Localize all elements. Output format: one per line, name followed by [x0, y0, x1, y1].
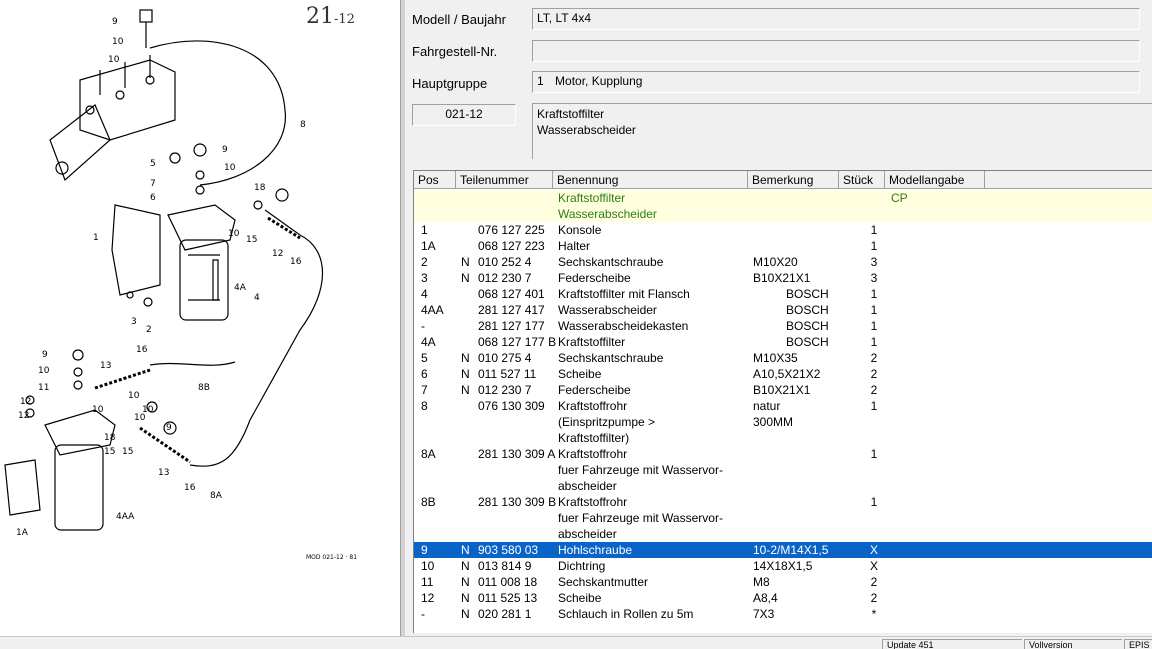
table-row[interactable]	[414, 254, 1152, 270]
filter-4	[180, 240, 228, 320]
callout: 8B	[198, 383, 210, 393]
row-name: Schlauch in Rollen zu 5m	[558, 607, 694, 621]
status-app: EPIS	[1124, 639, 1152, 649]
row-part-number: 012 230 7	[478, 383, 532, 397]
row-pos: 7	[421, 383, 428, 397]
callout: 16	[184, 483, 196, 493]
callout: 10	[38, 366, 50, 376]
status-update: Update 451	[882, 639, 1022, 649]
row-pos: -	[421, 607, 425, 621]
main-group-field[interactable]	[532, 71, 1140, 93]
row-part-number: 011 527 11	[478, 367, 537, 381]
callout: 10	[224, 163, 236, 173]
row-pos: 8B	[421, 495, 436, 509]
col-header-remark[interactable]: Bemerkung	[748, 171, 839, 189]
group-model: CP	[891, 191, 908, 205]
callout: 4A	[234, 283, 246, 293]
chassis-label: Fahrgestell-Nr.	[412, 44, 498, 59]
row-norm-flag: N	[461, 591, 470, 605]
row-pos: 3	[421, 271, 428, 285]
callout: 11	[38, 383, 50, 393]
row-qty: 2	[870, 383, 878, 397]
callout: 10	[112, 37, 124, 47]
row-qty: 1	[870, 239, 878, 253]
row-name: (Einspritzpumpe >	[558, 415, 656, 429]
callout: 13	[158, 468, 170, 478]
row-norm-flag: N	[461, 543, 470, 557]
row-name: fuer Fahrzeuge mit Wasservor-	[558, 463, 723, 477]
row-qty: 2	[870, 367, 878, 381]
row-name: Federscheibe	[558, 271, 631, 285]
table-row[interactable]	[414, 446, 1152, 494]
row-name: Kraftstoffrohr	[558, 447, 628, 461]
row-norm-flag: N	[461, 367, 470, 381]
row-part-number: 281 130 309 B	[478, 495, 557, 509]
row-norm-flag: N	[461, 559, 470, 573]
row-name: fuer Fahrzeuge mit Wasservor-	[558, 511, 723, 525]
row-qty: 1	[870, 495, 878, 509]
main-group-value: Motor, Kupplung	[555, 74, 643, 88]
row-part-number: 903 580 03	[478, 543, 539, 557]
table-row[interactable]	[414, 382, 1152, 398]
model-field[interactable]: LT, LT 4x4	[532, 8, 1140, 30]
table-row[interactable]	[414, 318, 1152, 334]
callout: 15	[246, 235, 258, 245]
table-row[interactable]	[414, 222, 1152, 238]
pipe-8a	[190, 235, 323, 466]
desc-line-2: Wasserabscheider	[537, 123, 636, 137]
callout: 16	[290, 257, 302, 267]
desc-line-1: Kraftstoffilter	[537, 107, 605, 121]
col-header-qty[interactable]: Stück	[839, 171, 885, 189]
callout: 4AA	[116, 512, 135, 522]
table-row[interactable]	[414, 398, 1152, 446]
row-part-number: 281 127 417	[478, 303, 545, 317]
group-header-row[interactable]	[414, 190, 1152, 222]
row-name: Sechskantschraube	[558, 351, 664, 365]
row-part-number: 011 525 13	[478, 591, 538, 605]
row-part-number: 020 281 1	[478, 607, 532, 621]
row-pos: 6	[421, 367, 428, 381]
row-qty: 1	[870, 303, 878, 317]
row-pos: 1A	[421, 239, 436, 253]
row-name: Kraftstoffilter mit Flansch	[558, 287, 690, 301]
callout: 10	[92, 405, 104, 415]
row-qty: X	[869, 543, 878, 557]
row-part-number: 013 814 9	[478, 559, 532, 573]
table-row[interactable]	[414, 334, 1152, 350]
callout: 13	[100, 361, 112, 371]
row-part-number: 068 127 177 B	[478, 335, 557, 349]
row-part-number: 281 130 309 A	[478, 447, 556, 461]
row-remark: 14X18X1,5	[753, 559, 813, 573]
callout: 10	[142, 405, 154, 415]
callout: 16	[136, 345, 148, 355]
col-header-model[interactable]: Modellangabe	[885, 171, 985, 189]
callout: 3	[131, 317, 137, 327]
row-qty: 3	[870, 255, 878, 269]
row-remark: M8	[753, 575, 770, 589]
row-pos: -	[421, 319, 425, 333]
row-part-number: 010 252 4	[478, 255, 532, 269]
row-name: Sechskantmutter	[558, 575, 649, 589]
table-row[interactable]	[414, 590, 1152, 606]
callout: 5	[150, 159, 156, 169]
row-pos: 4A	[421, 335, 436, 349]
table-row[interactable]	[414, 542, 1152, 558]
table-row[interactable]	[414, 606, 1152, 622]
filter-4aa	[55, 445, 103, 530]
row-part-number: 068 127 401	[478, 287, 545, 301]
row-qty: *	[871, 607, 877, 621]
callout: 9	[42, 350, 48, 360]
callout: 15	[122, 447, 134, 457]
row-name: Kraftstoffilter)	[558, 431, 630, 445]
callout: 12	[20, 397, 32, 407]
callout: 10	[228, 229, 240, 239]
row-qty: 3	[870, 271, 878, 285]
row-name: Scheibe	[558, 591, 602, 605]
parts-table	[413, 170, 1152, 633]
row-name: abscheider	[558, 527, 617, 541]
row-pos: 4	[421, 287, 428, 301]
row-name: abscheider	[558, 479, 617, 493]
row-norm-flag: N	[461, 575, 470, 589]
row-pos: 5	[421, 351, 428, 365]
row-name: Wasserabscheider	[558, 303, 657, 317]
callout: 10	[108, 55, 120, 65]
row-remark: M10X20	[753, 255, 798, 269]
diagram-footer-code: MOD 021-12 · 81	[306, 554, 358, 561]
callout: 9	[166, 423, 172, 433]
table-row[interactable]	[414, 366, 1152, 382]
callout: 6	[150, 193, 156, 203]
row-pos: 8A	[421, 447, 436, 461]
callout: 4	[254, 293, 260, 303]
row-pos: 4AA	[421, 303, 444, 317]
row-remark: BOSCH	[786, 335, 829, 349]
row-name: Federscheibe	[558, 383, 631, 397]
row-pos: 10	[421, 559, 435, 573]
row-name: Sechskantschraube	[558, 255, 664, 269]
callout: 8	[300, 120, 306, 130]
col-header-filler	[985, 171, 1152, 189]
callout: 12	[18, 411, 30, 421]
callout: 10	[134, 413, 146, 423]
bracket-1a	[5, 460, 40, 515]
table-row[interactable]	[414, 238, 1152, 254]
callout: 1	[93, 233, 99, 243]
row-qty: 1	[870, 335, 878, 349]
callout: 12	[272, 249, 284, 259]
main-group-number: 1	[537, 74, 544, 88]
row-qty: X	[869, 559, 878, 573]
row-part-number: 076 127 225	[478, 223, 545, 237]
row-remark: BOSCH	[786, 319, 829, 333]
row-name: Kraftstoffrohr	[558, 495, 628, 509]
row-remark: BOSCH	[786, 287, 829, 301]
row-name: Halter	[558, 239, 591, 253]
chassis-field[interactable]	[532, 40, 1140, 62]
callout: 7	[150, 179, 156, 189]
row-remark: 7X3	[753, 607, 775, 621]
row-norm-flag: N	[461, 255, 470, 269]
table-row[interactable]	[414, 574, 1152, 590]
group-subtitle: Wasserabscheider	[558, 207, 657, 221]
row-part-number: 011 008 18	[478, 575, 538, 589]
col-header-part-number[interactable]: Teilenummer	[456, 171, 553, 189]
row-name: Konsole	[558, 223, 602, 237]
row-remark: A8,4	[753, 591, 778, 605]
row-norm-flag: N	[461, 351, 470, 365]
status-bar	[0, 636, 1152, 649]
row-remark: A10,5X21X2	[753, 367, 821, 381]
row-remark: BOSCH	[786, 303, 829, 317]
row-pos: 11	[421, 575, 434, 589]
main-group-label: Hauptgruppe	[412, 76, 488, 91]
row-part-number: 281 127 177	[478, 319, 545, 333]
table-row[interactable]	[414, 270, 1152, 286]
row-part-number: 012 230 7	[478, 271, 532, 285]
row-name: Scheibe	[558, 367, 602, 381]
row-pos: 1	[421, 223, 428, 237]
row-remark: 10-2/M14X1,5	[753, 543, 829, 557]
callout: 18	[254, 183, 266, 193]
model-label: Modell / Baujahr	[412, 12, 506, 27]
row-qty: 1	[870, 287, 878, 301]
row-qty: 2	[870, 351, 878, 365]
col-header-name[interactable]: Benennung	[553, 171, 748, 189]
callout: 9	[112, 17, 118, 27]
group-title: Kraftstoffilter	[558, 191, 626, 205]
illustration-description	[532, 103, 1152, 159]
row-qty: 2	[870, 575, 878, 589]
diagram-pane	[0, 0, 400, 636]
table-row[interactable]	[414, 350, 1152, 366]
row-name: Wasserabscheidekasten	[558, 319, 689, 333]
row-remark: M10X35	[753, 351, 798, 365]
details-pane	[405, 0, 1152, 636]
row-remark: natur	[753, 399, 781, 413]
callout: 2	[146, 325, 152, 335]
row-part-number: 010 275 4	[478, 351, 532, 365]
parts-drawing	[0, 0, 400, 636]
row-remark: B10X21X1	[753, 383, 811, 397]
status-version: Vollversion	[1024, 639, 1122, 649]
callout: 15	[104, 447, 116, 457]
pump-flange	[50, 105, 110, 180]
pipe-8	[150, 41, 285, 185]
callout: 10	[128, 391, 140, 401]
row-qty: 1	[870, 223, 878, 237]
row-pos: 9	[421, 543, 428, 557]
callout: 8A	[210, 491, 222, 501]
row-pos: 2	[421, 255, 428, 269]
row-remark: B10X21X1	[753, 271, 811, 285]
table-row[interactable]	[414, 558, 1152, 574]
row-qty: 2	[870, 591, 878, 605]
table-row[interactable]	[414, 286, 1152, 302]
col-header-pos[interactable]: Pos	[414, 171, 456, 189]
row-pos: 8	[421, 399, 428, 413]
row-norm-flag: N	[461, 271, 470, 285]
row-name: Dichtring	[558, 559, 606, 573]
row-name: Hohlschraube	[558, 543, 633, 557]
row-norm-flag: N	[461, 383, 470, 397]
table-row[interactable]	[414, 302, 1152, 318]
row-part-number: 068 127 223	[478, 239, 545, 253]
row-name: Kraftstoffilter	[558, 335, 626, 349]
table-row[interactable]	[414, 494, 1152, 542]
row-pos: 12	[421, 591, 435, 605]
callout: 1A	[16, 528, 28, 538]
illustration-code: 021-12	[412, 104, 516, 126]
row-norm-flag: N	[461, 607, 470, 621]
bracket-1	[112, 205, 160, 295]
row-qty: 1	[870, 447, 878, 461]
row-name: Kraftstoffrohr	[558, 399, 628, 413]
callout: 18	[104, 433, 116, 443]
callout: 9	[222, 145, 228, 155]
pump-body	[80, 60, 175, 140]
filter-head	[168, 205, 235, 250]
row-part-number: 076 130 309	[478, 399, 545, 413]
row-qty: 1	[870, 319, 878, 333]
diagram-page-number: 21-12	[306, 4, 355, 29]
row-remark-2: 300MM	[753, 415, 794, 429]
row-qty: 1	[870, 399, 878, 413]
